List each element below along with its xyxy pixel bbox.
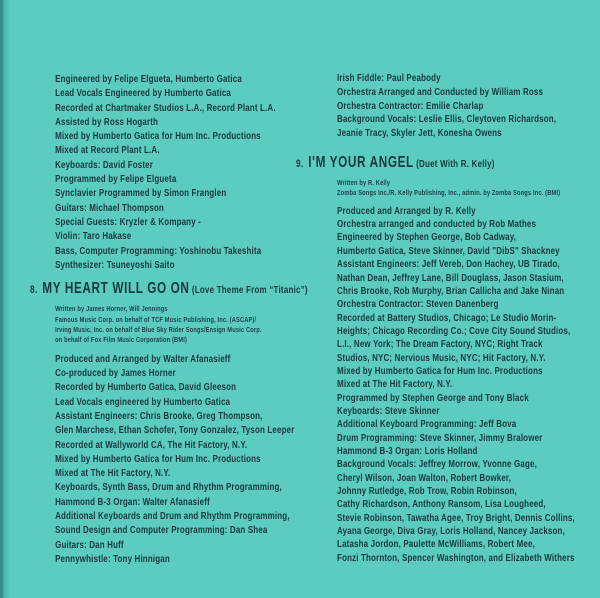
track9-publishing <box>296 178 600 199</box>
credit-line: Synclavier Programmed by Simon Franglen <box>55 187 227 200</box>
credit-line: Guitars: Dan Huff <box>55 538 124 551</box>
credit-line: Ayana George, Diva Gray, Loris Holland, Nancey Jackson, <box>337 525 565 538</box>
credit-line: Irish Fiddle: Paul Peabody <box>337 72 441 84</box>
credit-line: Keyboards, Synth Bass, Drum and Rhythm Programming, <box>55 481 282 494</box>
credit-line: Cathy Richardson, Anthony Ransom, Lisa Lougheed, <box>337 498 546 511</box>
credit-line: Background Vocals: Leslie Ellis, Cleytoven Richardson, <box>337 113 557 126</box>
credit-line: Johnny Rutledge, Rob Trow, Robin Robinson, <box>337 485 517 498</box>
track9-number: 9. <box>296 157 304 170</box>
credit-line: Glen Marchese, Ethan Schofer, Tony Gonzalez, Tyson Leeper <box>55 424 295 437</box>
credit-line: Written by James Horner, Will Jennings <box>55 304 168 314</box>
credit-line: Keyboards: Steve Skinner <box>337 404 440 417</box>
credit-line: on behalf of Fox Film Music Corporation (BMI) <box>55 335 187 345</box>
credit-line: Additional Keyboards and Drum and Rhythm Programming, <box>55 510 290 523</box>
track8-subtitle: (Love Theme From “Titanic”) <box>191 284 308 297</box>
credit-line: L.I., New York; The Dream Factory, NYC; Right Track <box>337 338 543 351</box>
credit-line: Hammond B-3 Organ: Loris Holland <box>337 444 478 457</box>
credit-line: Lead Vocals engineered by Humberto Gatica <box>55 395 231 408</box>
credit-line: Assistant Engineers: Jeff Vereb, Don Hachey, UB Tirado, <box>337 258 560 271</box>
credit-line: Mixed at The Hit Factory, N.Y. <box>337 378 453 391</box>
credit-line: Nathan Dean, Jeffrey Lane, Bill Douglass, Jason Stasium, <box>337 271 564 284</box>
credit-line: Keyboards: David Foster <box>55 158 154 171</box>
credit-line: Orchestra arranged and conducted by Rob Mathes <box>337 218 537 231</box>
credit-line: Produced and Arranged by Walter Afanasieff <box>55 352 231 365</box>
credit-line: Chris Brooke, Rob Murphy, Brian Callicha and Jake Ninan <box>337 284 565 297</box>
credit-line: Synthesizer: Tsuneyoshi Saito <box>55 258 175 271</box>
track9-credits <box>296 205 600 565</box>
credit-line: Irving Music, Inc. on behalf of Blue Sky Rider Songs/Ensign Music Corp. <box>55 324 262 334</box>
credit-line: Recorded by Humberto Gatica, David Gleeson <box>55 381 237 394</box>
credit-line: Hammond B-3 Organ: Walter Afanasieff <box>55 495 210 508</box>
credit-line: Special Guests: Kryzler & Kompany - <box>55 215 201 228</box>
credit-line: Recorded at Battery Studios, Chicago; Le Studio Morin- <box>337 311 557 324</box>
track9-heading <box>296 153 600 174</box>
credit-line: Bass, Computer Programming: Yoshinobu Takeshita <box>55 244 262 257</box>
credit-line: Mixed by Humberto Gatica for Hum Inc. Productions <box>55 452 261 465</box>
track8-number: 8. <box>30 284 38 297</box>
credit-line: Lead Vocals Engineered by Humberto Gatica <box>55 87 232 100</box>
track9-subtitle: (Duet With R. Kelly) <box>416 157 495 170</box>
track9-title: I'M YOUR ANGEL <box>308 153 414 171</box>
credit-line: Guitars: Michael Thompson <box>55 201 164 214</box>
track8-title: MY HEART WILL GO ON <box>42 280 190 298</box>
credit-line: Mixed by Humberto Gatica for Hum Inc. Productions <box>55 130 261 143</box>
credit-line: Mixed at Record Plant L.A. <box>55 144 160 157</box>
credit-line: Cheryl Wilson, Joan Walton, Robert Bowker, <box>337 471 512 484</box>
credit-line: Humberto Gatica, Steve Skinner, David "DibS" Shackney <box>337 244 560 257</box>
credit-line: Programmed by Felipe Elgueta <box>55 173 177 186</box>
credit-line: Produced and Arranged by R. Kelly <box>337 204 476 217</box>
credit-line: Famous Music Corp. on behalf of TCF Music Publishing, Inc. (ASCAP)/ <box>55 314 257 324</box>
credit-line: Programmed by Stephen George and Tony Black <box>337 391 529 404</box>
credit-line: Violin: Taro Hakase <box>55 230 132 243</box>
credit-line: Latasha Jordon, Paulette McWilliams, Robert Mee, <box>337 538 535 551</box>
credit-line: Drum Programming: Steve Skinner, Jimmy Bralower <box>337 431 543 444</box>
credit-line: Heights; Chicago Recording Co.; Cove City Sound Studios, <box>337 324 571 337</box>
credit-line: Co-produced by James Horner <box>55 367 176 380</box>
credit-line: Engineered by Stephen George, Bob Cadway, <box>337 231 517 244</box>
credit-line: Additional Keyboard Programming: Jeff Bova <box>337 418 517 431</box>
credit-line: Sound Design and Computer Programming: Dan Shea <box>55 524 268 537</box>
credit-line: Mixed at The Hit Factory, N.Y. <box>55 467 171 480</box>
credit-line: Orchestra Contractor: Steven Danenberg <box>337 298 499 311</box>
credit-line: Assistant Engineers: Chris Brooke, Greg Thompson, <box>55 409 263 422</box>
credit-line: Background Vocals: Jeffrey Morrow, Yvonne Gage, <box>337 458 537 471</box>
right-top-credits <box>296 72 600 141</box>
credit-line: Stevie Robinson, Tawatha Agee, Troy Bright, Dennis Collins, <box>337 511 575 524</box>
credit-line: Orchestra Contractor: Emilie Charlap <box>337 99 484 112</box>
credit-line: Engineered by Felipe Elgueta, Humberto Gatica <box>55 73 242 85</box>
page-spine-shadow <box>0 0 10 598</box>
credit-line: Assisted by Ross Hogarth <box>55 115 159 128</box>
credit-line: Mixed by Humberto Gatica for Hum Inc. Productions <box>337 364 543 377</box>
credit-line: Orchestra Arranged and Conducted by William Ross <box>337 85 544 98</box>
credit-line: Written by R. Kelly <box>337 177 391 187</box>
credit-line: Recorded at Chartmaker Studios L.A., Record Plant L.A. <box>55 101 276 114</box>
credit-line: Pennywhistle: Tony Hinnigan <box>55 552 170 565</box>
right-column <box>296 72 600 565</box>
credit-line: Fonzi Thornton, Spencer Washington, and Elizabeth Withers <box>337 551 575 564</box>
credit-line: Recorded at Wallyworld CA, The Hit Factory, N.Y. <box>55 438 248 451</box>
credit-line: Studios, NYC; Nervious Music, NYC; Hit Factory, N.Y. <box>337 351 546 364</box>
credit-line: Jeanie Tracy, Skyler Jett, Konesha Owens <box>337 127 502 140</box>
credit-line: Zomba Songs Inc./R. Kelly Publishing, Inc., admin. by Zomba Songs Inc. (BMI) <box>337 188 561 198</box>
